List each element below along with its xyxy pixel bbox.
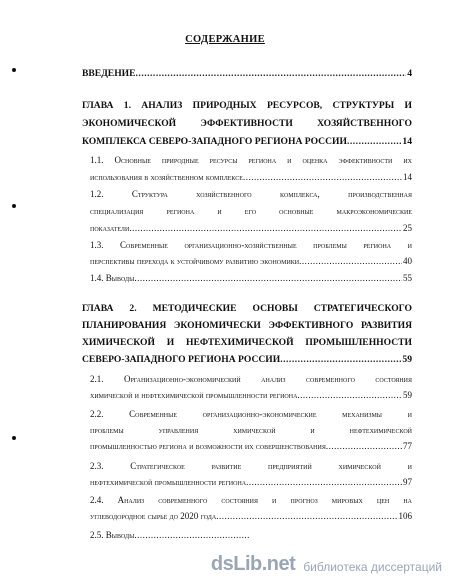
toc-entry-2-3[interactable]: нефтехимической промышленности региона ..... 97: [90, 477, 412, 488]
toc-entry-2-4[interactable]: углеводородное сырье до 2020 года ..... 106: [90, 511, 412, 522]
toc-page-number: 106: [398, 511, 412, 521]
toc-page-number: 40: [403, 256, 412, 266]
section-text: 2.2. Современные организационно-экономические механизмы и: [90, 409, 412, 419]
margin-dot: [12, 204, 16, 208]
toc-page-number: [249, 530, 250, 541]
section-text: 2.1. Организационно-экономический анализ современного состояния: [90, 374, 412, 384]
watermark: [211, 553, 442, 576]
chapter-heading: ПЛАНИРОВАНИЯ ЭКОНОМИЧЕСКИ ЭФФЕКТИВНОГО РАЗВИТИЯ: [82, 320, 412, 331]
toc-entry-intro[interactable]: [82, 68, 412, 79]
section-text: 1.1. Основные природные ресурсы региона и оценка эффективности их: [90, 155, 412, 165]
toc-page-number: 25: [403, 223, 412, 233]
margin-dot: [12, 436, 16, 440]
toc-page-number: 14: [403, 172, 412, 182]
chapter-heading: ГЛАВА 2. МЕТОДИЧЕСКИЕ ОСНОВЫ СТРАТЕГИЧЕСКОГО: [82, 303, 412, 314]
toc-page-number: 77: [403, 441, 412, 451]
toc-page-number: 55: [403, 273, 412, 283]
toc-entry-1-2[interactable]: показатели ..... 25: [90, 223, 412, 234]
toc-entry-1-4[interactable]: 1.4. Выводы ..... 55: [90, 273, 412, 284]
section-text: 1.2. Структура хозяйственного комплекса, производственная: [90, 189, 412, 199]
chapter-heading: ХИМИЧЕСКОЙ И НЕФТЕХИМИЧЕСКОЙ ПРОМЫШЛЕННОСТИ: [82, 337, 412, 348]
toc-entry-chapter-1[interactable]: КОМПЛЕКСА СЕВЕРО-ЗАПАДНОГО РЕГИОНА РОССИИ ..... 14: [82, 136, 412, 147]
toc-page-number: 59: [402, 354, 412, 365]
toc-page-number: 97: [403, 477, 412, 487]
toc-entry-1-3[interactable]: перспективы перехода к устойчивому развитию экономики ..... 40: [90, 256, 412, 267]
margin-dot: [12, 68, 16, 72]
page-title: СОДЕРЖАНИЕ: [185, 34, 265, 45]
toc-entry-2-1[interactable]: химической и нефтехимической промышленности региона ..... 59: [90, 390, 412, 401]
toc-entry-chapter-2[interactable]: СЕВЕРО-ЗАПАДНОГО РЕГИОНА РОССИИ ..... 59: [82, 354, 412, 365]
watermark-logo: dsLib.net: [210, 553, 296, 575]
section-text: 2.3. Стратегическое развитие предприятий химической и: [90, 461, 412, 471]
section-text: 2.4. Анализ современного состояния и прогноз мировых цен на: [90, 495, 412, 505]
toc-page-number: 4: [407, 68, 412, 79]
watermark-subtitle: библиотека диссертаций: [303, 559, 442, 574]
toc-entry-label: ВВЕДЕНИЕ: [82, 68, 136, 79]
toc-entry-2-2[interactable]: промышленностью региона и возможности их совершенствования ..... 77: [90, 441, 412, 452]
toc-entry-1-1[interactable]: использования в хозяйственном комплексе ..... 14: [90, 172, 412, 183]
section-text: 1.3. Современные организационно-хозяйственные проблемы региона и: [90, 240, 412, 250]
chapter-heading: ЭКОНОМИЧЕСКОЙ ЭФФЕКТИВНОСТИ ХОЗЯЙСТВЕННОГО: [82, 118, 412, 129]
section-text: проблемы управления химической и нефтехимической: [90, 425, 412, 435]
toc-page-number: 14: [402, 136, 412, 147]
chapter-heading: ГЛАВА 1. АНАЛИЗ ПРИРОДНЫХ РЕСУРСОВ, СТРУКТУРЫ И: [82, 100, 412, 111]
section-text: специализация региона и его основные макроэкономические: [90, 206, 412, 216]
toc-entry-2-5[interactable]: 2.5. Выводы .....: [90, 530, 250, 541]
toc-page-number: 59: [403, 390, 412, 400]
